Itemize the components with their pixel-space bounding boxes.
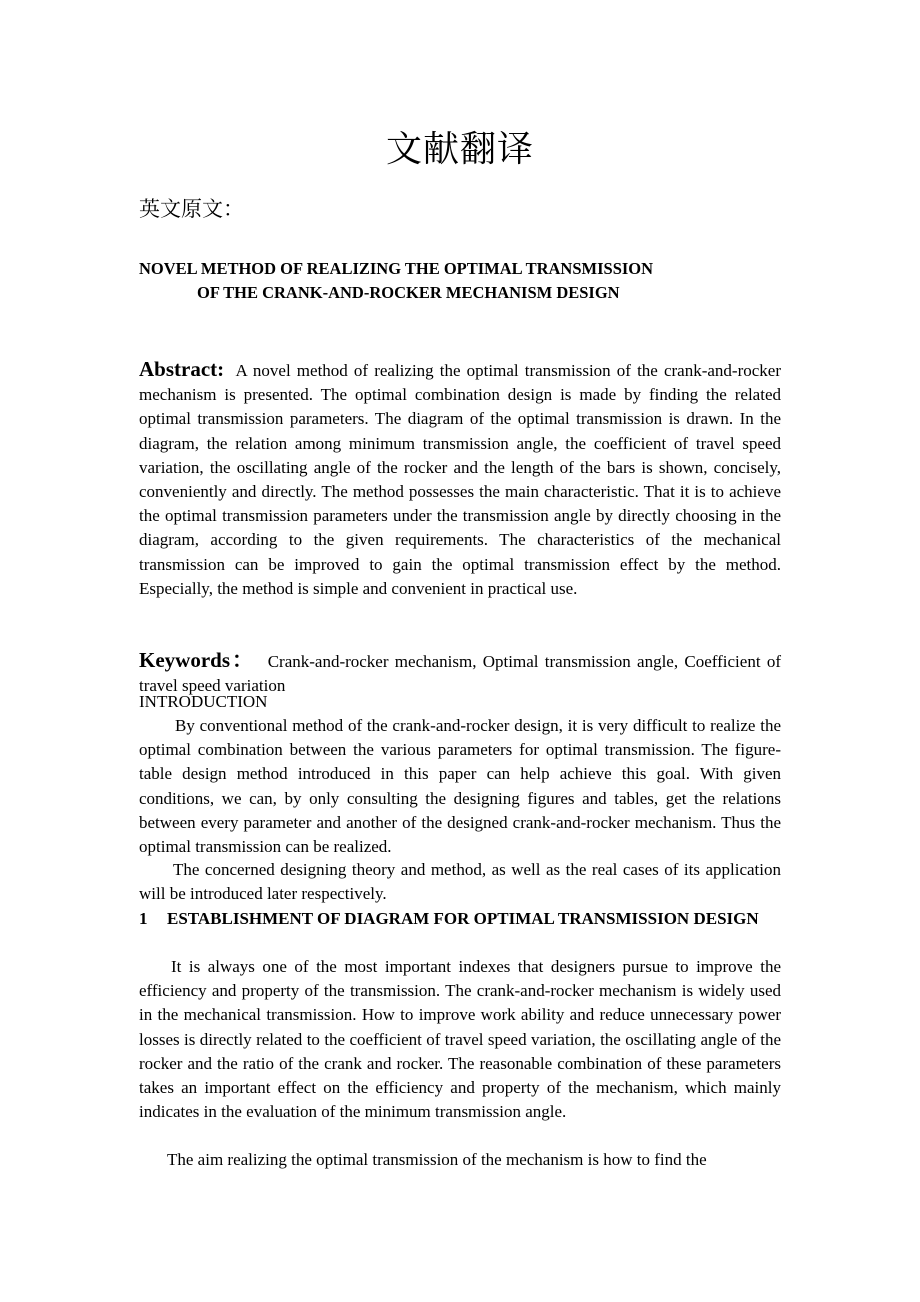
section-1-paragraph-2: The aim realizing the optimal transmission of the mechanism is how to find the [167,1150,707,1169]
section-1-heading: ESTABLISHMENT OF DIAGRAM FOR OPTIMAL TRANSMISSION DESIGN [167,909,759,928]
section-label-original-text: 英文原文： [139,197,244,221]
page-title: 文献翻译 [385,129,534,170]
abstract-paragraph [139,340,781,601]
abstract-label: Abstract: [139,357,225,381]
keywords-label: Keywords： [139,648,256,672]
keywords-text: Crank-and-rocker mechanism, Optimal transmission angle, Coefficient of travel speed variation [139,652,782,696]
introduction-paragraph-1: By conventional method of the crank-and-rocker design, it is very difficult to realize the optimal combination between the various parameters for optimal transmission. The figure-table design method introduced in this paper can help achieve this goal. With given conditions, we can, by only consulting the designing figures and tables, get the relations between every parameter and another of the designed crank-and-rocker mechanism. Thus the optimal transmission can be realized. [139,716,781,857]
section-1-paragraph-1: It is always one of the most important indexes that designers pursue to improve the efficiency and property of the transmission. The crank-and-rocker mechanism is widely used in the mechanical transmission. How to improve work ability and reduce unnecessary power losses is directly related to the coefficient of travel speed variation, the oscillating angle of the rocker and the ratio of the crank and rocker. The reasonable combination of these parameters takes an important effect on the efficiency and property of the mechanism, which mainly indicates in the evaluation of the minimum transmission angle. [139,957,781,1122]
paper-title-line-2: OF THE CRANK-AND-ROCKER MECHANISM DESIGN [197,283,620,302]
introduction-heading: INTRODUCTION [139,692,268,711]
abstract-text: A novel method of realizing the optimal transmission of the crank-and-rocker mechanism is presented. The optimal combination design is made by finding the related optimal transmission parameters. The diagram of the optimal transmission is drawn. In the diagram, the relation among minimum transmission angle, the coefficient of travel speed variation, the oscillating angle of the rocker and the length of the bars is shown, concisely, conveniently and directly. The method possesses the main characteristic. That it is to achieve the optimal transmission parameters under the transmission angle by directly choosing in the diagram, according to the given requirements. The characteristics of the mechanical transmission can be improved to gain the optimal transmission effect by the method. Especially, the method is simple and convenient in practical use. [139,361,782,598]
introduction-paragraph-2: The concerned designing theory and method, as well as the real cases of its application will be introduced later respectively. [139,860,781,904]
keywords-paragraph [139,631,781,698]
section-1-number: 1 [139,909,148,928]
paper-title-line-1: NOVEL METHOD OF REALIZING THE OPTIMAL TRANSMISSION [139,259,654,278]
